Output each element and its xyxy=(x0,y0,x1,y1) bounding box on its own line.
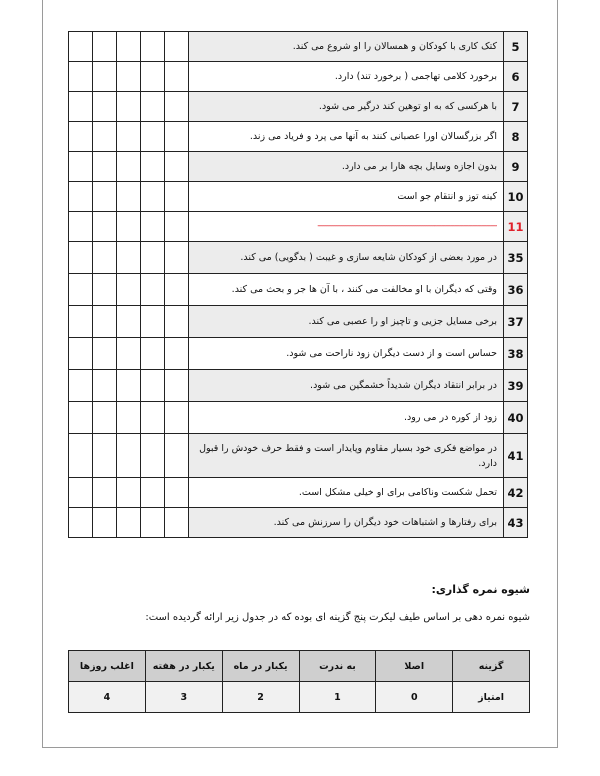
response-cell xyxy=(141,32,165,62)
scoring-header-cell: گزینه xyxy=(453,651,530,682)
response-cell xyxy=(93,182,117,212)
response-cell xyxy=(165,242,189,274)
scoring-value-cell: 4 xyxy=(69,682,146,713)
item-number: 38 xyxy=(504,338,528,370)
item-text: کتک کاری با کودکان و همسالان را او شروع می کند. xyxy=(189,32,504,62)
response-cell xyxy=(69,274,93,306)
item-number: 40 xyxy=(504,402,528,434)
response-cell xyxy=(93,402,117,434)
response-cell xyxy=(93,152,117,182)
response-cell xyxy=(141,274,165,306)
item-text: برای رفتارها و اشتباهات خود دیگران را سرزنش می کند. xyxy=(189,508,504,538)
item-text: اگر بزرگسالان اورا عصبانی کنند به آنها می پرد و فریاد می زند. xyxy=(189,122,504,152)
table-row xyxy=(69,306,528,338)
scoring-heading: شیوه نمره گذاری: xyxy=(431,583,530,596)
response-cell xyxy=(165,434,189,478)
response-cell xyxy=(117,306,141,338)
response-cell xyxy=(69,32,93,62)
response-cell xyxy=(141,508,165,538)
item-text: تحمل شکست وناکامی برای او خیلی مشکل است. xyxy=(189,478,504,508)
item-number: 36 xyxy=(504,274,528,306)
response-cell xyxy=(141,92,165,122)
item-number: 42 xyxy=(504,478,528,508)
table-row xyxy=(69,182,528,212)
item-number: 9 xyxy=(504,152,528,182)
scoring-table xyxy=(68,650,530,713)
table-row xyxy=(69,338,528,370)
response-cell xyxy=(165,274,189,306)
response-cell xyxy=(141,402,165,434)
response-cell xyxy=(165,338,189,370)
response-cell xyxy=(141,338,165,370)
item-number: 39 xyxy=(504,370,528,402)
response-cell xyxy=(141,306,165,338)
response-cell xyxy=(165,402,189,434)
questionnaire-table xyxy=(68,31,528,538)
table-row xyxy=(69,508,528,538)
response-cell xyxy=(165,212,189,242)
scoring-values-row xyxy=(69,682,530,713)
item-number: 5 xyxy=(504,32,528,62)
item-text: حساس است و از دست دیگران زود ناراحت می شود. xyxy=(189,338,504,370)
response-cell xyxy=(69,212,93,242)
item-text: بدون اجازه وسایل بچه هارا بر می دارد. xyxy=(189,152,504,182)
table-row xyxy=(69,62,528,92)
response-cell xyxy=(69,508,93,538)
table-row xyxy=(69,478,528,508)
response-cell xyxy=(117,32,141,62)
table-row xyxy=(69,402,528,434)
scoring-value-cell: 1 xyxy=(299,682,376,713)
item-number: 41 xyxy=(504,434,528,478)
item-number: 11 xyxy=(504,212,528,242)
response-cell xyxy=(117,370,141,402)
item-text: برخورد کلامی تهاجمی ( برخورد تند) دارد. xyxy=(189,62,504,92)
table-row xyxy=(69,122,528,152)
response-cell xyxy=(141,478,165,508)
item-text: با هرکسی که به او توهین کند درگیر می شود. xyxy=(189,92,504,122)
response-cell xyxy=(165,370,189,402)
scoring-description: شیوه نمره دهی بر اساس طیف لیکرت پنج گزینه ای بوده که در جدول زیر ارائه گردیده است: xyxy=(145,612,530,623)
response-cell xyxy=(93,212,117,242)
response-cell xyxy=(165,478,189,508)
table-row xyxy=(69,242,528,274)
item-text: وقتی که دیگران با او مخالفت می کنند ، با آن ها جر و بحث می کند. xyxy=(189,274,504,306)
response-cell xyxy=(165,122,189,152)
response-cell xyxy=(93,370,117,402)
response-cell xyxy=(141,370,165,402)
response-cell xyxy=(69,242,93,274)
item-number: 37 xyxy=(504,306,528,338)
item-text: در مورد بعضی از کودکان شایعه سازی و غیبت ( بدگویی) می کند. xyxy=(189,242,504,274)
response-cell xyxy=(117,402,141,434)
response-cell xyxy=(93,32,117,62)
response-cell xyxy=(117,152,141,182)
item-number: 35 xyxy=(504,242,528,274)
item-text: زود از کوره در می رود. xyxy=(189,402,504,434)
response-cell xyxy=(141,242,165,274)
response-cell xyxy=(117,274,141,306)
response-cell xyxy=(69,434,93,478)
table-row xyxy=(69,92,528,122)
item-text: در مواضع فکری خود بسیار مقاوم وپایدار است و فقط حرف خودش را قبول دارد. xyxy=(189,434,504,478)
table-row xyxy=(69,274,528,306)
response-cell xyxy=(117,182,141,212)
table-row xyxy=(69,152,528,182)
item-number: 6 xyxy=(504,62,528,92)
response-cell xyxy=(69,370,93,402)
response-cell xyxy=(93,338,117,370)
item-number: 10 xyxy=(504,182,528,212)
response-cell xyxy=(165,32,189,62)
response-cell xyxy=(69,62,93,92)
item-text xyxy=(189,212,504,242)
response-cell xyxy=(93,62,117,92)
scoring-header-cell: یکبار در ماه xyxy=(222,651,299,682)
response-cell xyxy=(117,92,141,122)
scoring-header-cell: به ندرت xyxy=(299,651,376,682)
scoring-header-cell: یکبار در هفته xyxy=(145,651,222,682)
response-cell xyxy=(141,122,165,152)
response-cell xyxy=(69,92,93,122)
response-cell xyxy=(141,212,165,242)
response-cell xyxy=(141,434,165,478)
response-cell xyxy=(165,62,189,92)
response-cell xyxy=(165,508,189,538)
table-row xyxy=(69,32,528,62)
scoring-header-row xyxy=(69,651,530,682)
response-cell xyxy=(69,402,93,434)
response-cell xyxy=(93,478,117,508)
response-cell xyxy=(93,434,117,478)
scoring-value-cell: 2 xyxy=(222,682,299,713)
response-cell xyxy=(117,434,141,478)
response-cell xyxy=(69,478,93,508)
response-cell xyxy=(165,182,189,212)
item-text: کینه توز و انتقام جو است xyxy=(189,182,504,212)
response-cell xyxy=(117,242,141,274)
scoring-header-cell: اصلا xyxy=(376,651,453,682)
response-cell xyxy=(165,92,189,122)
response-cell xyxy=(69,152,93,182)
response-cell xyxy=(69,122,93,152)
response-cell xyxy=(141,182,165,212)
item-text: برخی مسایل جزیی و تاچیز او را عصبی می کند. xyxy=(189,306,504,338)
response-cell xyxy=(117,508,141,538)
response-cell xyxy=(117,62,141,92)
scoring-header-cell: اغلب روزها xyxy=(69,651,146,682)
scoring-value-cell: 3 xyxy=(145,682,222,713)
response-cell xyxy=(165,306,189,338)
table-row xyxy=(69,212,528,242)
response-cell xyxy=(93,306,117,338)
response-cell xyxy=(93,92,117,122)
item-number: 8 xyxy=(504,122,528,152)
item-number: 7 xyxy=(504,92,528,122)
response-cell xyxy=(93,508,117,538)
scoring-value-cell: امتیاز xyxy=(453,682,530,713)
item-number: 43 xyxy=(504,508,528,538)
response-cell xyxy=(117,478,141,508)
response-cell xyxy=(141,62,165,92)
response-cell xyxy=(93,122,117,152)
table-row xyxy=(69,434,528,478)
response-cell xyxy=(141,152,165,182)
separator-line: -------------------------------------------------------------------------------- xyxy=(317,221,497,231)
response-cell xyxy=(117,122,141,152)
response-cell xyxy=(93,242,117,274)
item-text: در برابر انتقاد دیگران شدیداً خشمگین می شود. xyxy=(189,370,504,402)
response-cell xyxy=(69,338,93,370)
scoring-value-cell: 0 xyxy=(376,682,453,713)
response-cell xyxy=(117,212,141,242)
response-cell xyxy=(69,182,93,212)
response-cell xyxy=(165,152,189,182)
response-cell xyxy=(69,306,93,338)
response-cell xyxy=(117,338,141,370)
table-row xyxy=(69,370,528,402)
response-cell xyxy=(93,274,117,306)
